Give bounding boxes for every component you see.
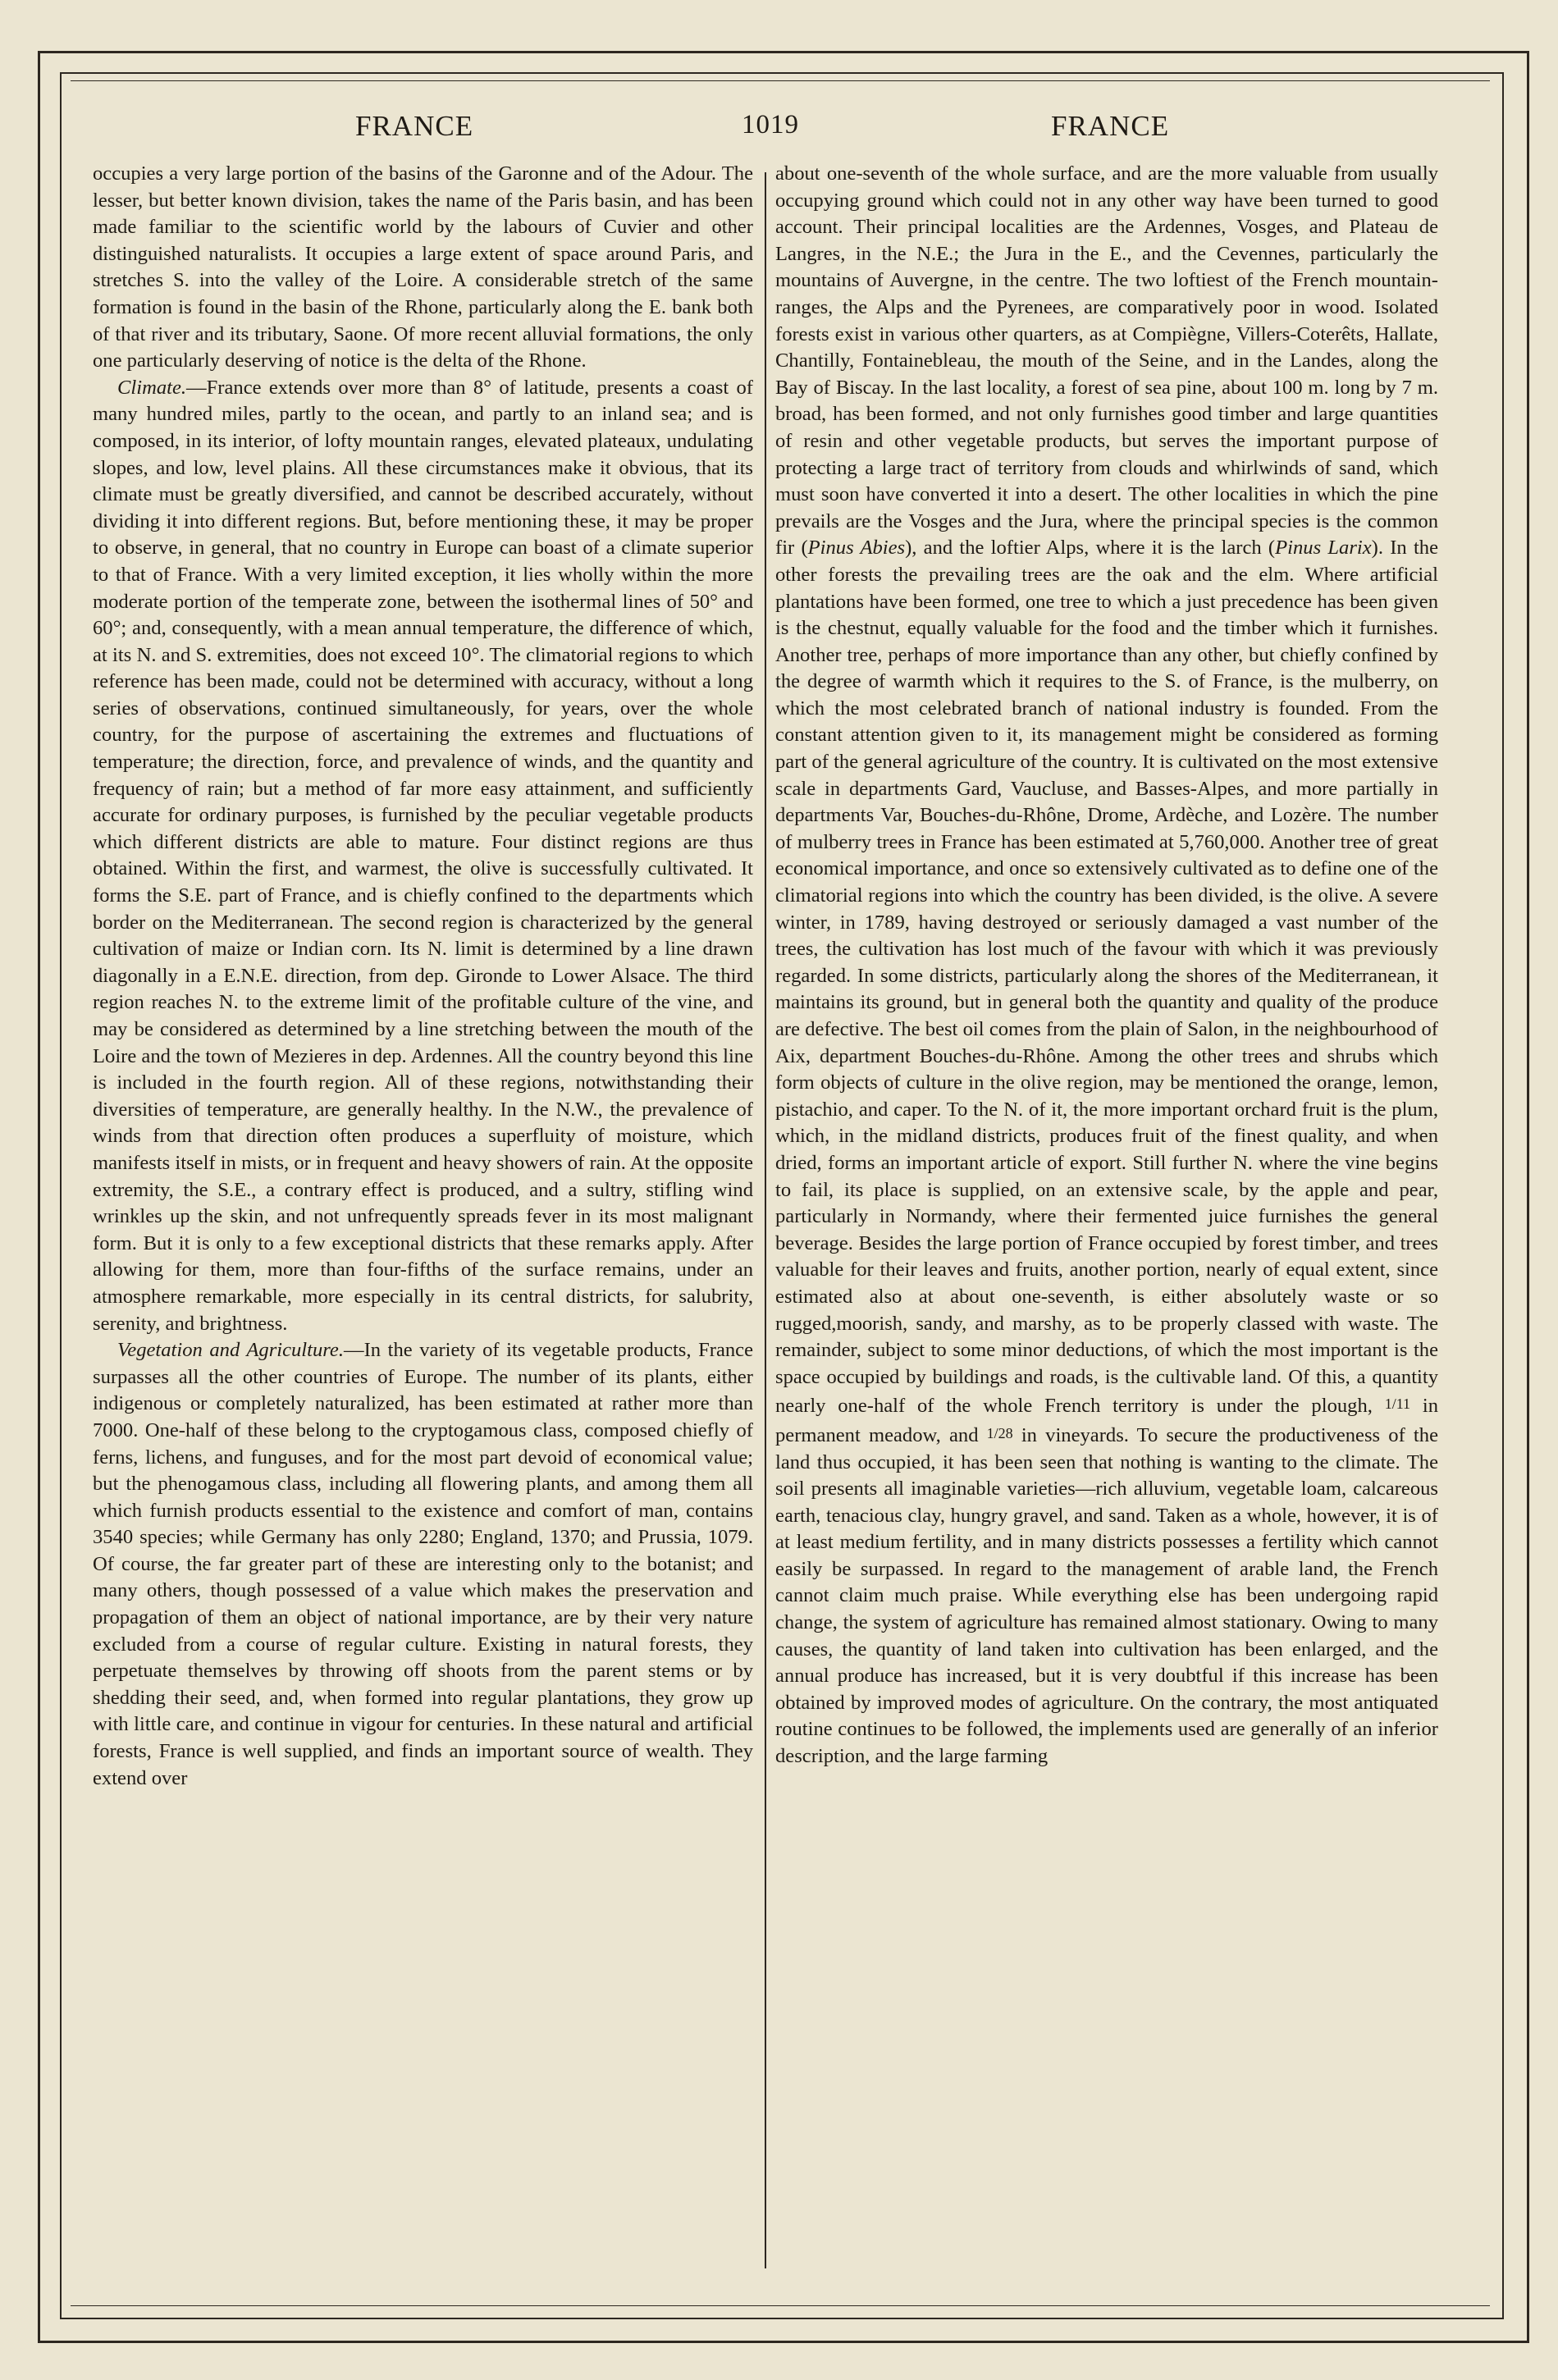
forests-text-a: about one-seventh of the whole surface, and are the more valuable from usually occupying ground which could not in any other way have been turned to good account. Their principal localities are the Ardennes, Vosges, and Plateau de Langres, in the N.E.; the Jura in the E., and the Cevennes, particularly the mountains of Auvergne, in the centre. The two loftiest of the French mountain-ranges, the Alps and the Pyrenees, are comparatively poor in wood. Isolated forests exist in various other quarters, as at Compiègne, Villers-Coterêts, Hallate, Chantilly, Fontainebleau, the mouth of the Seine, and in the Landes, along the Bay of Biscay. In the last locality, a forest of sea pine, about 100 m. long by 7 m. broad, has been formed, and not only furnishes good timber and large quantities of resin and other vegetable products, but serves the important purpose of protecting a large tract of territory from clouds and whirlwinds of sand, which must soon have converted it into a desert. The other localities in which the pine prevails are the Vosges and the Jura, where the principal species is the common fir (	[775, 162, 1438, 560]
right-column	[775, 161, 1438, 1770]
climate-heading: Climate.	[117, 376, 187, 399]
forests-text-d: in permanent meadow, and	[775, 1395, 1439, 1446]
page-number: 1019	[742, 110, 799, 139]
paragraph-basins: occupies a very large portion of the basins of the Garonne and of the Adour. The lesser, but better known division, takes the name of the Paris basin, and has been made familiar to the scientific world by the labours of Cuvier and other distinguished naturalists. It occupies a large extent of space around Paris, and stretches S. into the valley of the Loire. A considerable stretch of the same formation is found in the basin of the Rhone, particularly along the E. bank both of that river and its tributary, Saone. Of more recent alluvial formations, the only one particularly deserving of notice is the delta of the Rhone.	[93, 162, 753, 372]
bottom-rule	[71, 2305, 1490, 2306]
vegetation-heading: Vegetation and Agriculture.	[117, 1339, 344, 1362]
paragraph-vegetation	[93, 1337, 753, 1792]
climate-text: —France extends over more than 8° of latitude, presents a coast of many hundred miles, partly to the ocean, and partly to an inland sea; and is composed, in its interior, of lofty mountain ranges, elevated plateaux, undulating slopes, and low, level plains. All these circumstances make it obvious, that its climate must be greatly diversified, and cannot be described accurately, without dividing it into different regions. But, before mentioning these, it may be proper to observe, in general, that no country in Europe can boast of a climate superior to that of France. With a very limited exception, it lies wholly within the more moderate portion of the temperate zone, between the isothermal lines of 50° and 60°; and, consequently, with a mean annual temperature, the difference of which, at its N. and S. extremities, does not exceed 10°. The climatorial regions to which reference has been made, could not be determined with accuracy, without a long series of observations, continued simultaneously, for years, over the whole country, for the purpose of ascertaining the extremes and fluctuations of temperature; the direction, force, and prevalence of winds, and the quantity and frequency of rain; but a method of far more easy attainment, and sufficiently accurate for ordinary purposes, is furnished by the peculiar vegetable products which different districts are able to mature. Four distinct regions are thus obtained. Within the first, and warmest, the olive is successfully cultivated. It forms the S.E. part of France, and is chiefly confined to the departments which border on the Mediterranean. The second region is characterized by the general cultivation of maize or Indian corn. Its N. limit is determined by a line drawn diagonally in a E.N.E. direction, from dep. Gironde to Lower Alsace. The third region reaches N. to the extreme limit of the profitable culture of the vine, and may be considered as determined by a line stretching between the mouth of the Loire and the town of Mezieres in dep. Ardennes. All the country beyond this line is included in the fourth region. All of these regions, notwithstanding their diversities of temperature, are generally healthy. In the N.W., the prevalence of winds from that direction often produces a superfluity of moisture, which manifests itself in mists, or in frequent and heavy showers of rain. At the opposite extremity, the S.E., a contrary effect is produced, and a sultry, stifling wind wrinkles up the skin, and not unfrequently spreads fever in its most malignant form. But it is only to a few exceptional districts that these remarks apply. After allowing for them, more than four-fifths of the surface remains, under an atmosphere remarkable, more especially in its central districts, for salubrity, serenity, and brightness.	[93, 376, 753, 1335]
fraction-vineyards: 1/28	[986, 1424, 1013, 1441]
column-divider	[765, 172, 766, 2268]
running-header	[90, 110, 1457, 151]
header-left-title: FRANCE	[355, 110, 474, 142]
forests-text-b: ), and the loftier Alps, where it is the larch (	[905, 537, 1276, 560]
paragraph-forests	[775, 161, 1438, 1770]
header-right-title: FRANCE	[1051, 110, 1170, 142]
paragraph-climate	[93, 375, 753, 1337]
fraction-meadow: 1/11	[1384, 1396, 1411, 1413]
vegetation-text: —In the variety of its vegetable products, France surpasses all the other countries of Europe. The number of its plants, either indigenous or completely naturalized, has been estimated at rather more than 7000. One-half of these belong to the cryptogamous class, composed chiefly of ferns, lichens, and funguses, and for the most part devoid of economical value; but the phenogamous class, including all flowering plants, and among them all which furnish products essential to the existence and comfort of man, contains 3540 species; while Germany has only 2280; England, 1370; and Prussia, 1079. Of course, the far greater part of these are interesting only to the botanist; and many others, though possessed of a value which makes the preservation and propagation of them an object of national importance, are by their very nature excluded from a course of regular culture. Existing in natural forests, they perpetuate themselves by throwing off shoots from the parent stems or by shedding their seed, and, when formed into regular plantations, they grow up with little care, and continue in vigour for centuries. In these natural and artificial forests, France is well supplied, and finds an important source of wealth. They extend over	[93, 1339, 753, 1789]
left-column	[93, 161, 753, 1792]
top-rule	[71, 80, 1490, 81]
forests-text-e: in vineyards. To secure the productiveness of the land thus occupied, it has been seen that nothing is wanting to the climate. The soil presents all imaginable varieties—rich alluvium, vegetable loam, calcareous earth, tenacious clay, hungry gravel, and sand. Taken as a whole, however, it is of at least medium fertility, and in many districts possesses a fertility which cannot easily be surpassed. In regard to the management of arable land, the French cannot claim much praise. While everything else has been undergoing rapid change, the system of agriculture has remained almost stationary. Owing to many causes, the quantity of land taken into cultivation has been enlarged, and the annual produce has increased, but it is very doubtful if this increase has been obtained by improved modes of agriculture. On the contrary, the most antiquated routine continues to be followed, the implements used are generally of an inferior description, and the large farming	[775, 1423, 1438, 1768]
forests-text-c: ). In the other forests the prevailing trees are the oak and the elm. Where artificial plantations have been formed, one tree to which a just precedence has been given is the chestnut, equally valuable for the food and the timber which it furnishes. Another tree, perhaps of more importance than any other, but chiefly confined by the degree of warmth which it requires to the S. of France, is the mulberry, on which the most celebrated branch of national industry is founded. From the constant attention given to it, its management might be considered as forming part of the general agriculture of the country. It is cultivated on the most extensive scale in departments Gard, Vaucluse, and Basses-Alpes, and more partially in departments Var, Bouches-du-Rhône, Drome, Ardèche, and Lozère. The number of mulberry trees in France has been estimated at 5,760,000. Another tree of great economical importance, and once so extensively cultivated as to define one of the climatorial regions into which the country has been divided, is the olive. A severe winter, in 1789, having destroyed or seriously damaged a vast number of the trees, the cultivation has lost much of the favour with which it was previously regarded. In some districts, particularly along the shores of the Mediterranean, it maintains its ground, but in general both the quantity and quality of the produce are defective. The best oil comes from the plain of Salon, in the neighbourhood of Aix, department Bouches-du-Rhône. Among the other trees and shrubs which form objects of culture in the olive region, may be mentioned the orange, lemon, pistachio, and caper. To the N. of it, the more important orchard fruit is the plum, which, in the midland districts, produces fruit of the finest quality, and when dried, forms an important article of export. Still further N. where the vine begins to fail, its place is supplied, on an extensive scale, by the apple and pear, particularly in Normandy, where their fermented juice furnishes the general beverage. Besides the large portion of France occupied by forest timber, and trees valuable for their leaves and fruits, another portion, nearly of equal extent, since estimated also at about one-seventh, is either absolutely waste or so rugged,moorish, sandy, and marshy, as to be properly classed with waste. The remainder, subject to some minor deductions, of which the most important is the space occupied by buildings and roads, is the cultivable land. Of this, a quantity nearly one-half of the whole French territory is under the plough,	[775, 537, 1438, 1418]
species-pinus-abies: Pinus Abies	[807, 537, 906, 560]
species-pinus-larix: Pinus Larix	[1275, 537, 1372, 560]
